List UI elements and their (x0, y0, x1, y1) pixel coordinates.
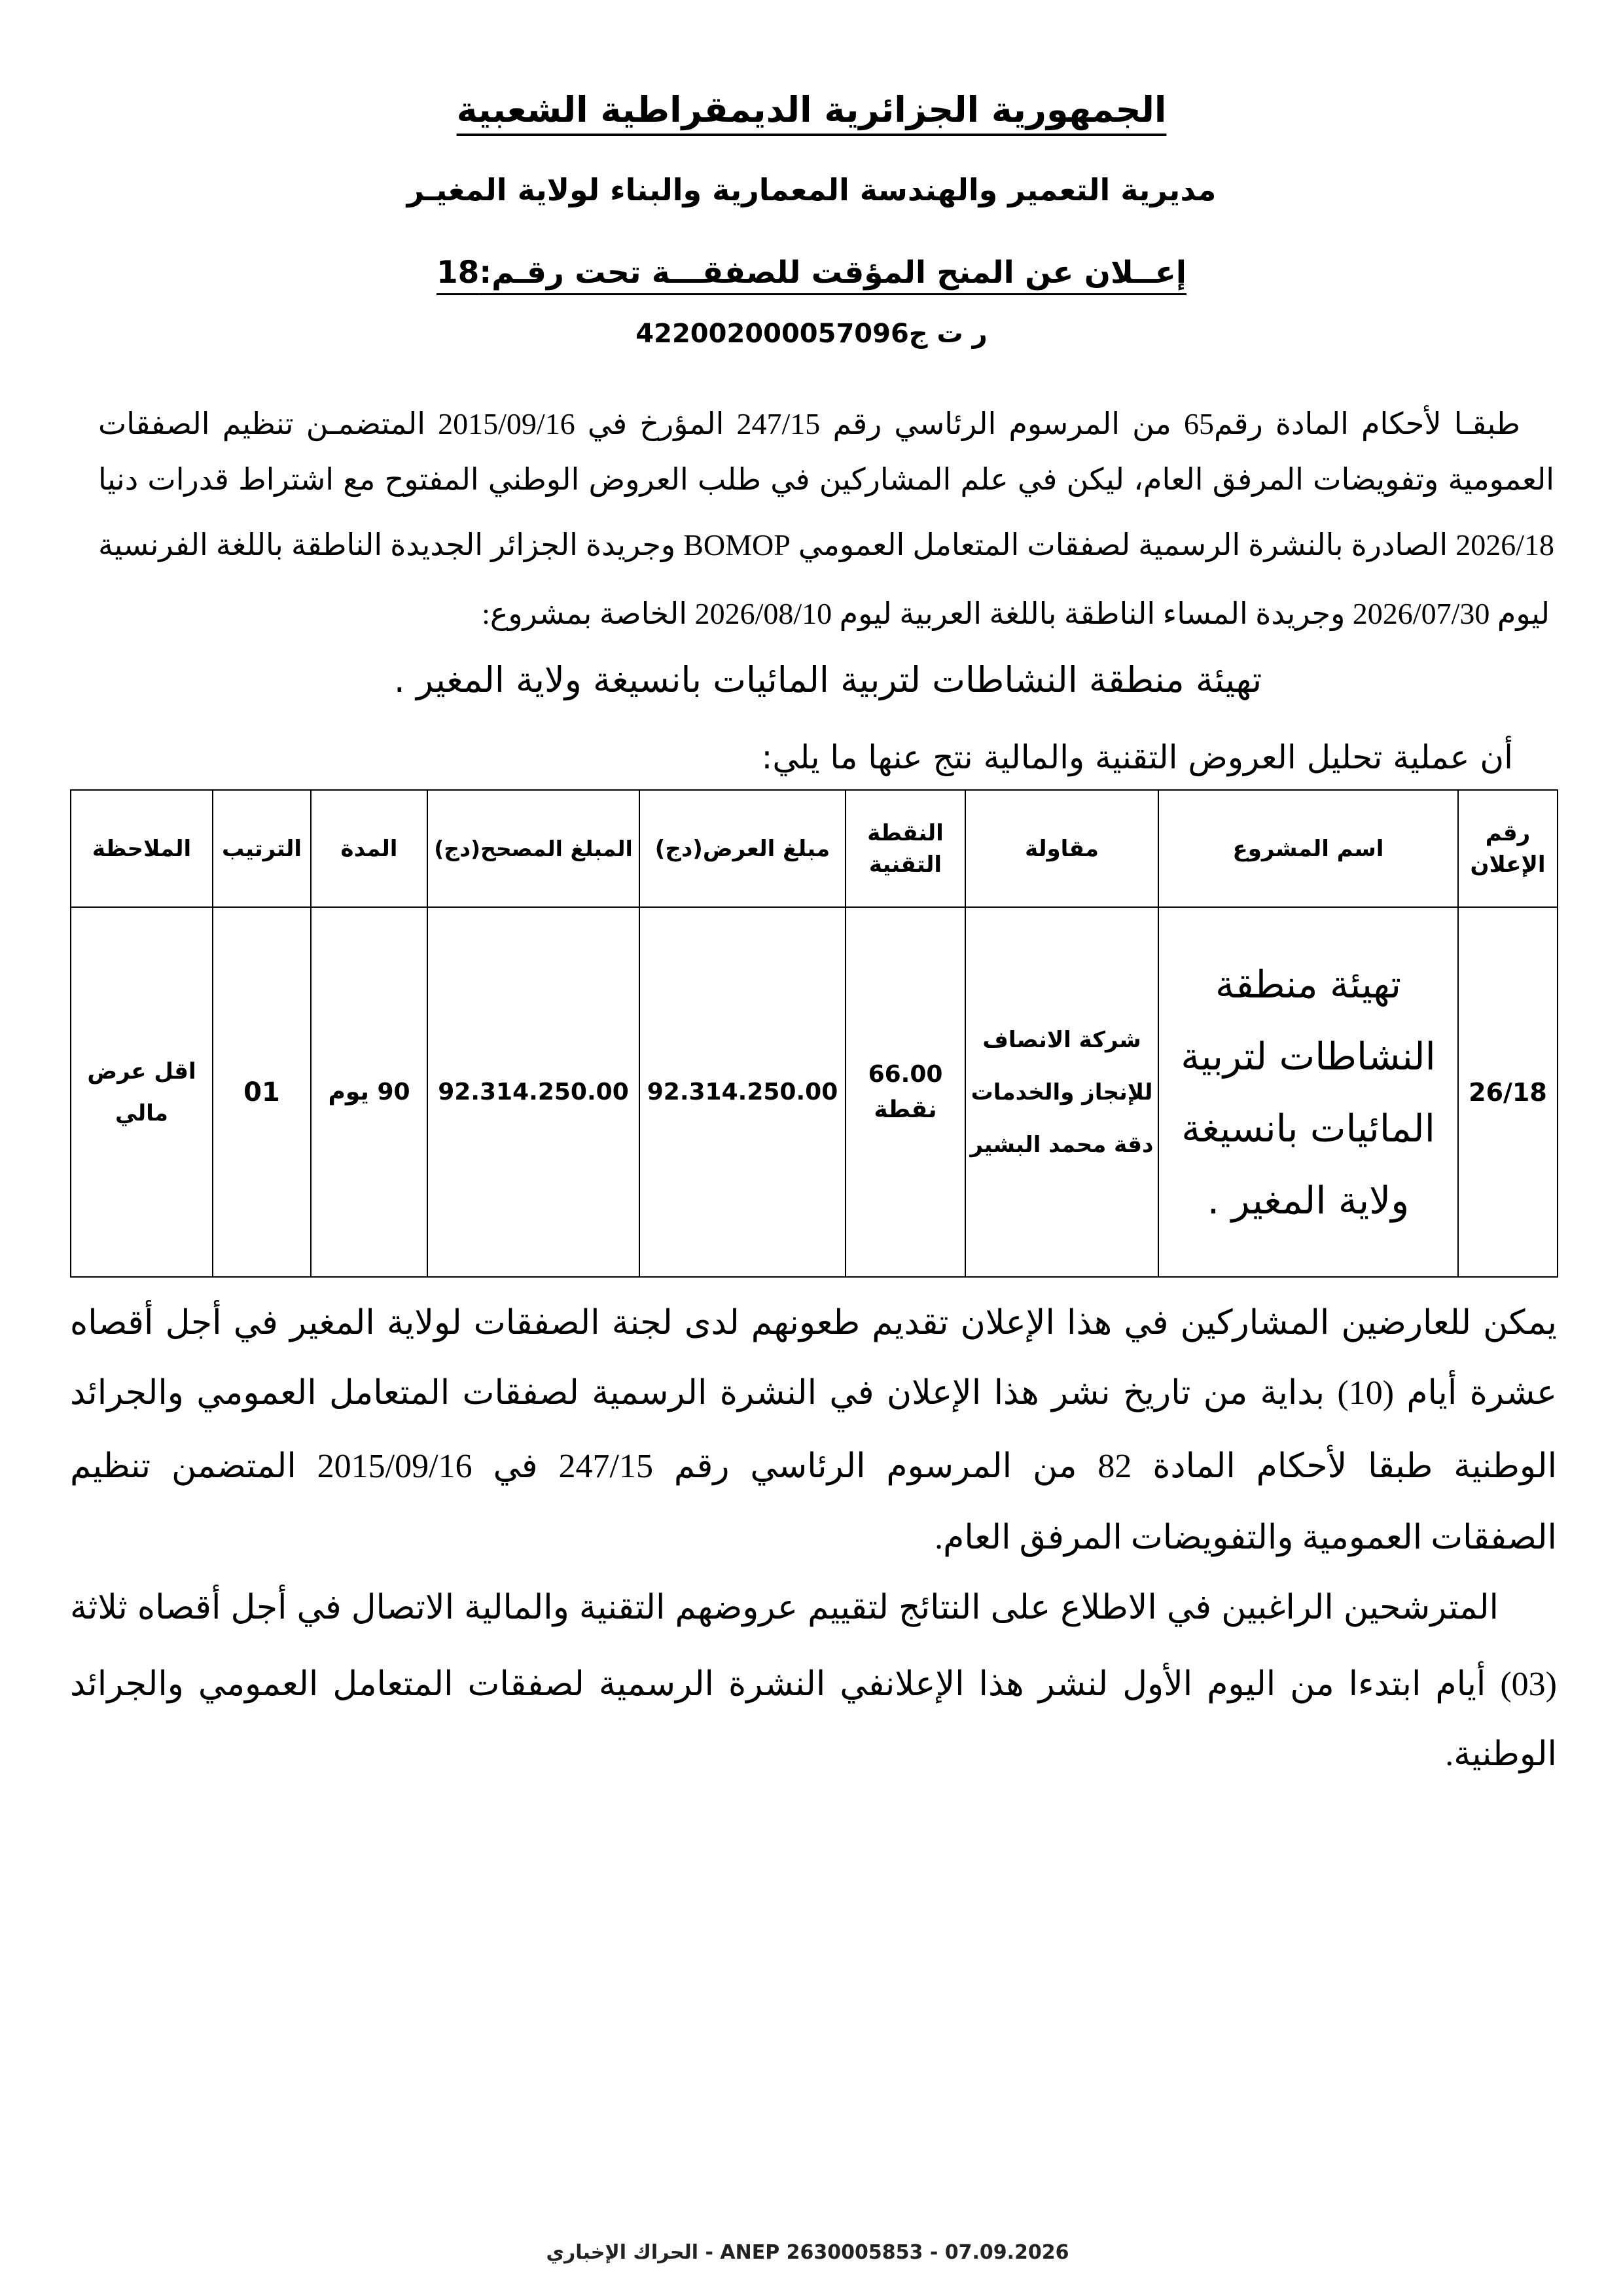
intro-line: طبقـا لأحكام المادة رقم65 من المرسوم الرئاسي رقم 247/15 المؤرخ في 2015/09/16 المتضمـن تنظيم الصفقات (98, 407, 1520, 440)
project-name-line: ولاية المغير . (1207, 1177, 1410, 1223)
consultation-line: (03) أيام ابتدءا من اليوم الأول لنشر هذا الإعلانفي النشرة الرسمية لصفقات المتعامل العمومي والجرائد (70, 1666, 1557, 1703)
cell-remark (71, 907, 213, 1277)
header-technical-score (846, 790, 965, 907)
appeal-line: الوطنية طبقا لأحكام المادة 82 من المرسوم الرئاسي رقم 247/15 في 2015/09/16 المتضمن تنظيم (70, 1448, 1558, 1485)
header-line: مبلغ العرض(دج) (654, 835, 830, 862)
table-header-row (71, 790, 1558, 907)
cell-project-name (1158, 907, 1458, 1277)
header-remark (71, 790, 213, 907)
cell-technical-score (846, 907, 965, 1277)
intro-line: 2026/18 الصادرة بالنشرة الرسمية لصفقات المتعامل العمومي BOMOP وجريدة الجزائر الجديدة الناطقة باللغة الفرنسية (98, 528, 1554, 562)
results-intro: أن عملية تحليل العروض التقنية والمالية نتج عنها ما يلي: (761, 738, 1513, 776)
header-line: المبلغ المصحح(دج) (434, 835, 633, 861)
project-title: تهيئة منطقة النشاطات لتربية المائيات بانسيغة ولاية المغير . (393, 659, 1262, 700)
appeal-line: الصفقات العمومية والتفويضات المرفق العام. (935, 1519, 1557, 1556)
header-line: التقنية (868, 851, 942, 878)
cell-text: 92.314.250.00 (438, 1078, 629, 1105)
cell-text: 01 (243, 1077, 280, 1107)
header-line: النقطة (867, 819, 944, 846)
header-project-name (1158, 790, 1458, 907)
cell-offer-amount (639, 907, 846, 1277)
cell-announcement-number (1458, 907, 1558, 1277)
announcement-title: إعــلان عن المنح المؤقت للصفقـــة تحت رقـم:18 (436, 255, 1187, 291)
project-name-line: المائيات بانسيغة (1181, 1105, 1435, 1151)
consultation-line: المترشحين الراغبين في الاطلاع على النتائج لتقييم عروضهم التقنية والمالية الاتصال في أجل أقصاه ثلاثة (70, 1589, 1499, 1626)
header-line: الإعلان (1470, 851, 1546, 878)
header-line: المدة (340, 835, 398, 862)
country-title: الجمهورية الجزائرية الديمقراطية الشعبية (456, 89, 1167, 130)
header-offer-amount (639, 790, 846, 907)
header-corrected-amount (427, 790, 639, 907)
contractor-line: للإنجاز والخدمات (971, 1079, 1153, 1105)
header-line: مقاولة (1025, 835, 1099, 862)
intro-line: ليوم 2026/07/30 وجريدة المساء الناطقة باللغة العربية ليوم 2026/08/10 الخاصة بمشروع: (482, 597, 1550, 630)
score-unit: نقطة (874, 1096, 937, 1123)
table-row (71, 907, 1558, 1277)
contractor-line: شركة الانصاف (982, 1026, 1141, 1053)
cell-text: 26/18 (1469, 1077, 1547, 1107)
consultation-line: الوطنية. (1445, 1736, 1557, 1773)
score-value: 66.00 (868, 1060, 943, 1088)
project-name-line: النشاطات لتربية (1181, 1033, 1436, 1079)
project-name-line: تهيئة منطقة (1215, 961, 1401, 1007)
header-line: الملاحظة (92, 835, 192, 862)
directorate-title: مديرية التعمير والهندسة المعمارية والبناء لولاية المغيـر (406, 172, 1217, 207)
cell-corrected-amount (427, 907, 639, 1277)
cell-duration (311, 907, 427, 1277)
appeal-line: يمكن للعارضين المشاركين في هذا الإعلان تقديم طعونهم لدى لجنة الصفقات لولاية المغير في أجل أقصاه (70, 1304, 1557, 1342)
header-duration (311, 790, 427, 907)
cell-text: 92.314.250.00 (647, 1078, 838, 1105)
results-table (70, 789, 1558, 1278)
registration-number: ر ت ج422002000057096 (635, 319, 988, 349)
cell-text: 90 يوم (328, 1078, 410, 1105)
intro-line: العمومية وتفويضات المرفق العام، ليكن في علم المشاركين في طلب العروض الوطني المفتوح مع اشتراط قدرات دنيا (98, 463, 1554, 496)
header-announcement-number (1458, 790, 1558, 907)
header-line: اسم المشروع (1232, 835, 1384, 862)
remark-line: مالي (115, 1100, 168, 1126)
remark-line: اقل عرض (87, 1058, 196, 1085)
cell-contractor (965, 907, 1158, 1277)
contractor-line: دقة محمد البشير (970, 1131, 1154, 1158)
header-rank (213, 790, 311, 907)
appeal-line: عشرة أيام (10) بداية من تاريخ نشر هذا الإعلان في النشرة الرسمية لصفقات المتعامل العمومي والجرائد (70, 1374, 1557, 1412)
footer-reference: ANEP 2630005853 - 07.09.2026 - الحراك الإخباري (546, 2241, 1069, 2264)
header-line: رقم (1485, 819, 1531, 846)
cell-rank (213, 907, 311, 1277)
header-contractor (965, 790, 1158, 907)
header-line: الترتيب (221, 835, 302, 862)
